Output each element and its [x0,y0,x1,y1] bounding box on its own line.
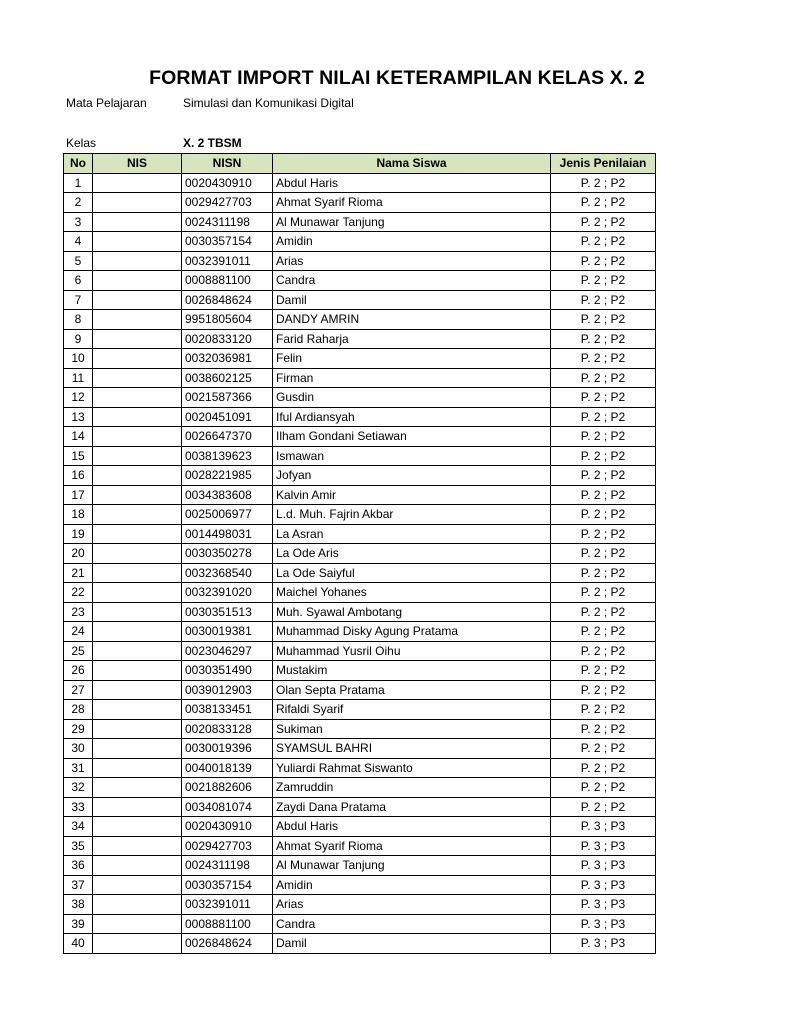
cell-no: 17 [64,485,93,505]
cell-nama-siswa: Abdul Haris [273,173,551,193]
mapel-label: Mata Pelajaran [66,96,147,110]
cell-nisn: 0008881100 [182,271,273,291]
cell-nisn: 0032368540 [182,563,273,583]
cell-no: 4 [64,232,93,252]
cell-nis [93,524,182,544]
cell-no: 3 [64,212,93,232]
cell-jenis-penilaian: P. 2 ; P2 [551,407,656,427]
cell-nisn: 0020430910 [182,173,273,193]
cell-nisn: 0020833128 [182,719,273,739]
cell-nis [93,544,182,564]
table-row [64,349,656,369]
cell-nama-siswa: Maichel Yohanes [273,583,551,603]
table-row [64,622,656,642]
table-row [64,466,656,486]
cell-no: 27 [64,680,93,700]
header-no: No [64,154,93,174]
cell-nisn: 0020430910 [182,817,273,837]
cell-nama-siswa: DANDY AMRIN [273,310,551,330]
cell-nama-siswa: Ilham Gondani Setiawan [273,427,551,447]
cell-nis [93,875,182,895]
cell-nisn: 0032036981 [182,349,273,369]
cell-jenis-penilaian: P. 2 ; P2 [551,251,656,271]
table-row [64,271,656,291]
cell-nama-siswa: Ahmat Syarif Rioma [273,836,551,856]
cell-jenis-penilaian: P. 2 ; P2 [551,485,656,505]
cell-jenis-penilaian: P. 2 ; P2 [551,329,656,349]
cell-nis [93,817,182,837]
cell-jenis-penilaian: P. 2 ; P2 [551,271,656,291]
cell-nisn: 0040018139 [182,758,273,778]
table-row [64,583,656,603]
cell-no: 30 [64,739,93,759]
cell-jenis-penilaian: P. 2 ; P2 [551,310,656,330]
cell-nama-siswa: Zamruddin [273,778,551,798]
cell-no: 9 [64,329,93,349]
cell-nis [93,641,182,661]
cell-nis [93,388,182,408]
mapel-value: Simulasi dan Komunikasi Digital [183,96,354,110]
cell-no: 33 [64,797,93,817]
cell-nis [93,446,182,466]
header-jenis-penilaian: Jenis Penilaian [551,154,656,174]
cell-nama-siswa: Abdul Haris [273,817,551,837]
table-row [64,505,656,525]
page-title: FORMAT IMPORT NILAI KETERAMPILAN KELAS X. 2 [149,67,645,89]
table-row [64,680,656,700]
cell-nis [93,232,182,252]
cell-no: 34 [64,817,93,837]
cell-nisn: 0034383608 [182,485,273,505]
cell-jenis-penilaian: P. 2 ; P2 [551,368,656,388]
cell-jenis-penilaian: P. 2 ; P2 [551,232,656,252]
table-row [64,602,656,622]
cell-nama-siswa: Muhammad Yusril Oihu [273,641,551,661]
cell-jenis-penilaian: P. 2 ; P2 [551,388,656,408]
header-nis: NIS [93,154,182,174]
table-row [64,563,656,583]
cell-nisn: 0025006977 [182,505,273,525]
cell-nis [93,349,182,369]
cell-jenis-penilaian: P. 2 ; P2 [551,602,656,622]
cell-nis [93,310,182,330]
cell-nisn: 0020451091 [182,407,273,427]
cell-nis [93,368,182,388]
cell-nis [93,290,182,310]
cell-no: 16 [64,466,93,486]
cell-no: 31 [64,758,93,778]
cell-no: 14 [64,427,93,447]
cell-nisn: 0029427703 [182,193,273,213]
table-row [64,914,656,934]
cell-jenis-penilaian: P. 3 ; P3 [551,836,656,856]
table-header-row [64,154,656,174]
table-row [64,758,656,778]
cell-nisn: 0030019381 [182,622,273,642]
cell-nama-siswa: Kalvin Amir [273,485,551,505]
cell-nis [93,758,182,778]
table-row [64,446,656,466]
cell-nisn: 0026848624 [182,934,273,954]
cell-nisn: 0038139623 [182,446,273,466]
cell-nis [93,797,182,817]
cell-no: 15 [64,446,93,466]
cell-no: 18 [64,505,93,525]
cell-no: 5 [64,251,93,271]
cell-no: 28 [64,700,93,720]
cell-no: 11 [64,368,93,388]
cell-nama-siswa: Al Munawar Tanjung [273,212,551,232]
cell-nis [93,895,182,915]
header-nama-siswa: Nama Siswa [273,154,551,174]
cell-nis [93,661,182,681]
cell-no: 38 [64,895,93,915]
cell-no: 6 [64,271,93,291]
table-row [64,407,656,427]
cell-nama-siswa: Sukiman [273,719,551,739]
cell-nis [93,914,182,934]
cell-nama-siswa: Gusdin [273,388,551,408]
cell-jenis-penilaian: P. 2 ; P2 [551,427,656,447]
cell-jenis-penilaian: P. 3 ; P3 [551,817,656,837]
cell-jenis-penilaian: P. 2 ; P2 [551,193,656,213]
cell-nama-siswa: Olan Septa Pratama [273,680,551,700]
cell-jenis-penilaian: P. 2 ; P2 [551,641,656,661]
table-row [64,641,656,661]
table-row [64,427,656,447]
cell-nisn: 0028221985 [182,466,273,486]
cell-nama-siswa: Arias [273,251,551,271]
cell-nisn: 0039012903 [182,680,273,700]
cell-nis [93,856,182,876]
cell-nama-siswa: Ahmat Syarif Rioma [273,193,551,213]
table-row [64,193,656,213]
cell-nisn: 0020833120 [182,329,273,349]
table-row [64,329,656,349]
table-row [64,895,656,915]
table-row [64,485,656,505]
cell-jenis-penilaian: P. 3 ; P3 [551,856,656,876]
table-row [64,836,656,856]
table-row [64,739,656,759]
table-row [64,700,656,720]
cell-nama-siswa: Muh. Syawal Ambotang [273,602,551,622]
cell-nama-siswa: Candra [273,271,551,291]
cell-nama-siswa: Jofyan [273,466,551,486]
cell-nisn: 0034081074 [182,797,273,817]
cell-nis [93,563,182,583]
cell-nama-siswa: Zaydi Dana Pratama [273,797,551,817]
cell-nis [93,329,182,349]
cell-nis [93,934,182,954]
cell-no: 10 [64,349,93,369]
cell-nisn: 0030350278 [182,544,273,564]
cell-nisn: 0032391020 [182,583,273,603]
cell-nis [93,680,182,700]
cell-nis [93,485,182,505]
cell-jenis-penilaian: P. 2 ; P2 [551,290,656,310]
cell-nis [93,778,182,798]
cell-no: 7 [64,290,93,310]
cell-no: 22 [64,583,93,603]
cell-nama-siswa: Rifaldi Syarif [273,700,551,720]
cell-nis [93,836,182,856]
cell-no: 8 [64,310,93,330]
cell-jenis-penilaian: P. 2 ; P2 [551,758,656,778]
table-row [64,388,656,408]
cell-nama-siswa: Mustakim [273,661,551,681]
cell-no: 12 [64,388,93,408]
cell-no: 25 [64,641,93,661]
table-row [64,661,656,681]
cell-nisn: 0030357154 [182,875,273,895]
cell-jenis-penilaian: P. 2 ; P2 [551,778,656,798]
table-row [64,310,656,330]
cell-jenis-penilaian: P. 2 ; P2 [551,739,656,759]
cell-jenis-penilaian: P. 2 ; P2 [551,583,656,603]
table-row [64,875,656,895]
cell-nis [93,271,182,291]
cell-nisn: 0030351513 [182,602,273,622]
cell-nama-siswa: La Ode Saiyful [273,563,551,583]
cell-nisn: 0030351490 [182,661,273,681]
cell-nama-siswa: Al Munawar Tanjung [273,856,551,876]
cell-nama-siswa: L.d. Muh. Fajrin Akbar [273,505,551,525]
cell-nisn: 0024311198 [182,212,273,232]
cell-nisn: 0032391011 [182,895,273,915]
table-row [64,817,656,837]
table-row [64,368,656,388]
grades-table [63,153,656,954]
cell-nisn: 0030019396 [182,739,273,759]
cell-jenis-penilaian: P. 2 ; P2 [551,466,656,486]
cell-no: 26 [64,661,93,681]
cell-nama-siswa: Amidin [273,875,551,895]
cell-nama-siswa: Iful Ardiansyah [273,407,551,427]
cell-no: 24 [64,622,93,642]
cell-nisn: 9951805604 [182,310,273,330]
cell-jenis-penilaian: P. 2 ; P2 [551,446,656,466]
cell-jenis-penilaian: P. 2 ; P2 [551,524,656,544]
cell-nis [93,505,182,525]
cell-nisn: 0038133451 [182,700,273,720]
cell-jenis-penilaian: P. 2 ; P2 [551,661,656,681]
cell-no: 20 [64,544,93,564]
cell-nisn: 0024311198 [182,856,273,876]
cell-no: 29 [64,719,93,739]
cell-nama-siswa: Candra [273,914,551,934]
cell-nisn: 0014498031 [182,524,273,544]
kelas-value: X. 2 TBSM [183,136,242,150]
cell-jenis-penilaian: P. 2 ; P2 [551,700,656,720]
cell-nisn: 0026647370 [182,427,273,447]
cell-jenis-penilaian: P. 3 ; P3 [551,875,656,895]
cell-jenis-penilaian: P. 3 ; P3 [551,914,656,934]
table-row [64,212,656,232]
cell-nis [93,212,182,232]
cell-nis [93,622,182,642]
cell-jenis-penilaian: P. 2 ; P2 [551,797,656,817]
cell-nisn: 0032391011 [182,251,273,271]
table-row [64,173,656,193]
cell-nisn: 0021587366 [182,388,273,408]
table-row [64,934,656,954]
cell-nama-siswa: Muhammad Disky Agung Pratama [273,622,551,642]
table-row [64,232,656,252]
cell-nisn: 0030357154 [182,232,273,252]
cell-no: 2 [64,193,93,213]
cell-jenis-penilaian: P. 2 ; P2 [551,680,656,700]
cell-nama-siswa: Firman [273,368,551,388]
cell-nisn: 0038602125 [182,368,273,388]
header-nisn: NISN [182,154,273,174]
cell-no: 19 [64,524,93,544]
cell-nama-siswa: Damil [273,934,551,954]
cell-no: 23 [64,602,93,622]
cell-no: 32 [64,778,93,798]
cell-jenis-penilaian: P. 2 ; P2 [551,349,656,369]
cell-jenis-penilaian: P. 2 ; P2 [551,505,656,525]
cell-nis [93,466,182,486]
cell-nama-siswa: Arias [273,895,551,915]
kelas-label: Kelas [66,136,97,150]
cell-nis [93,427,182,447]
table-row [64,856,656,876]
cell-no: 35 [64,836,93,856]
table-row [64,290,656,310]
table-row [64,524,656,544]
cell-nis [93,739,182,759]
cell-no: 13 [64,407,93,427]
cell-no: 1 [64,173,93,193]
cell-nis [93,193,182,213]
cell-nisn: 0026848624 [182,290,273,310]
cell-jenis-penilaian: P. 2 ; P2 [551,563,656,583]
cell-nis [93,173,182,193]
cell-no: 40 [64,934,93,954]
cell-jenis-penilaian: P. 3 ; P3 [551,895,656,915]
cell-jenis-penilaian: P. 2 ; P2 [551,622,656,642]
cell-nis [93,583,182,603]
cell-jenis-penilaian: P. 2 ; P2 [551,719,656,739]
cell-jenis-penilaian: P. 2 ; P2 [551,544,656,564]
cell-nis [93,700,182,720]
table-row [64,251,656,271]
table-row [64,719,656,739]
cell-nisn: 0029427703 [182,836,273,856]
cell-nama-siswa: Amidin [273,232,551,252]
cell-nama-siswa: La Ode Aris [273,544,551,564]
table-row [64,544,656,564]
cell-nama-siswa: Damil [273,290,551,310]
cell-nama-siswa: Ismawan [273,446,551,466]
cell-nis [93,719,182,739]
table-row [64,797,656,817]
cell-nis [93,251,182,271]
table-row [64,778,656,798]
cell-jenis-penilaian: P. 2 ; P2 [551,212,656,232]
cell-nisn: 0021882606 [182,778,273,798]
cell-no: 21 [64,563,93,583]
cell-nama-siswa: SYAMSUL BAHRI [273,739,551,759]
cell-no: 37 [64,875,93,895]
cell-jenis-penilaian: P. 3 ; P3 [551,934,656,954]
cell-nisn: 0008881100 [182,914,273,934]
cell-no: 39 [64,914,93,934]
cell-no: 36 [64,856,93,876]
cell-nama-siswa: Farid Raharja [273,329,551,349]
cell-nis [93,602,182,622]
cell-nis [93,407,182,427]
cell-nama-siswa: Felin [273,349,551,369]
cell-nisn: 0023046297 [182,641,273,661]
cell-nama-siswa: La Asran [273,524,551,544]
cell-jenis-penilaian: P. 2 ; P2 [551,173,656,193]
cell-nama-siswa: Yuliardi Rahmat Siswanto [273,758,551,778]
